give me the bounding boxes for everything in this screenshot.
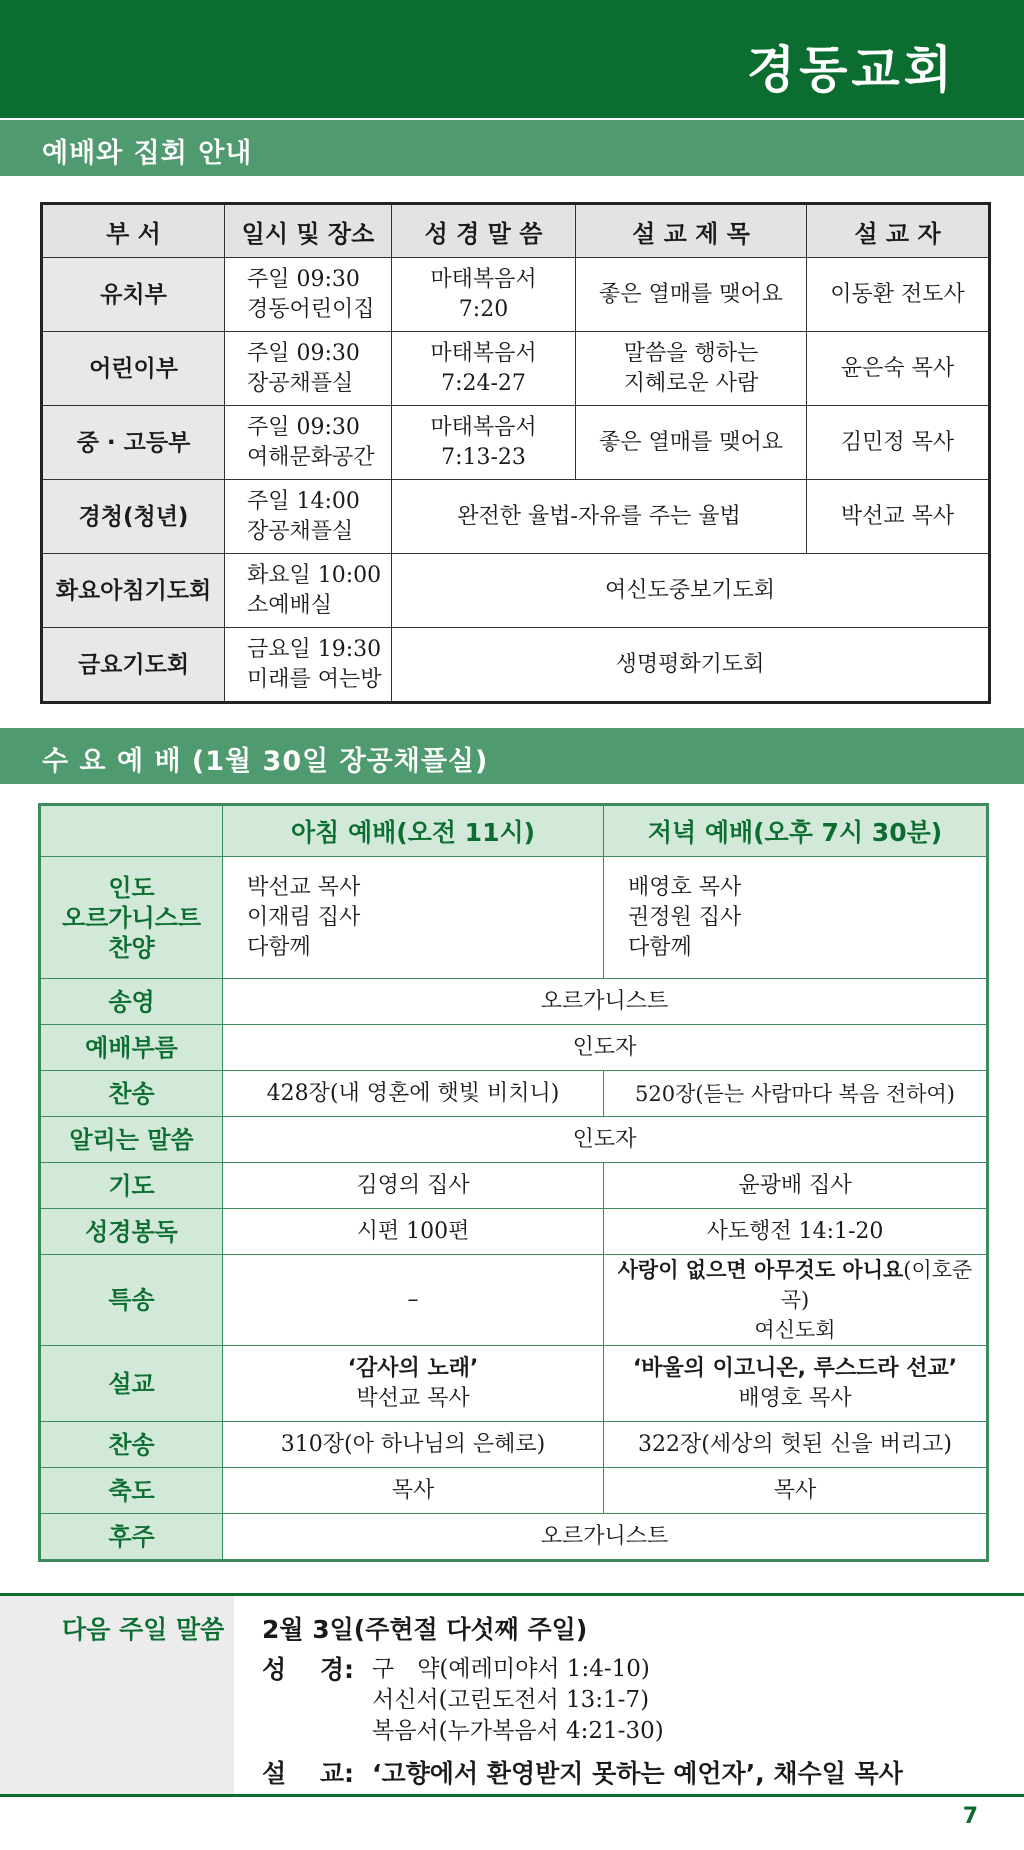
dept-cell: 화요아침기도회 [42,554,225,628]
col-header: 일시 및 장소 [225,204,392,258]
time-place-cell: 금요일 19:30 미래를 여는방 [225,628,392,703]
merged-value: 인도자 [223,1117,988,1163]
morning-value: 310장(아 하나님의 은혜로) [223,1422,604,1468]
row-label: 기도 [40,1163,223,1209]
header-bar [0,0,1024,118]
row-label: 축도 [40,1468,223,1514]
scripture-cell: 마태복음서 7:20 [392,258,576,332]
col-header: 부 서 [42,204,225,258]
row-label: 송영 [40,979,223,1025]
table-row [42,332,990,406]
row-label: 알리는 말씀 [40,1117,223,1163]
scripture-cell: 마태복음서 7:13-23 [392,406,576,480]
sermon-title-cell: 좋은 열매를 맺어요 [576,258,807,332]
time-place-cell: 주일 09:30 경동어린이집 [225,258,392,332]
table-row [40,1255,988,1346]
evening-value: 사도행전 14:1-20 [604,1209,988,1255]
merged-title-cell: 여신도중보기도회 [392,554,990,628]
row-label: 특송 [40,1255,223,1346]
time-place-cell: 주일 09:30 여해문화공간 [225,406,392,480]
divider [0,1794,1024,1797]
morning-value: 목사 [223,1468,604,1514]
corner-cell [40,805,223,857]
evening-value: 322장(세상의 헛된 신을 버리고) [604,1422,988,1468]
preacher-cell: 박선교 목사 [807,480,990,554]
scripture-line: 복음서(누가복음서 4:21-30) [372,1718,664,1744]
evening-roles: 배영호 목사 권정원 집사 다함께 [604,857,988,979]
merged-value: 오르가니스트 [223,1514,988,1561]
row-label: 설교 [40,1346,223,1422]
sermon-title-cell: 말씀을 행하는 지혜로운 사람 [576,332,807,406]
scripture-line: 서신서(고린도전서 13:1-7) [372,1687,650,1713]
table-row [40,1422,988,1468]
section-title-wednesday: 수 요 예 배 (1월 30일 장공채플실) [42,746,489,777]
morning-value: ‘감사의 노래’ 박선교 목사 [223,1346,604,1422]
table-row [40,1163,988,1209]
dept-cell: 경청(청년) [42,480,225,554]
scripture-line: 구 약(예레미야서 1:4-10) [372,1656,650,1682]
col-header: 설 교 자 [807,204,990,258]
evening-value: 윤광배 집사 [604,1163,988,1209]
table-row [40,1346,988,1422]
table-row [40,1025,988,1071]
row-label: 후주 [40,1514,223,1561]
merged-title-cell: 완전한 율법-자유를 주는 율법 [392,480,807,554]
evening-value: 목사 [604,1468,988,1514]
next-sermon: ‘고향에서 환영받지 못하는 예언자’, 채수일 목사 [372,1759,903,1788]
scripture-label: 성 경: [262,1655,355,1684]
morning-value: 김영의 집사 [223,1163,604,1209]
table-row [40,1117,988,1163]
row-label: 성경봉독 [40,1209,223,1255]
table-row [40,1209,988,1255]
morning-roles: 박선교 목사 이재림 집사 다함께 [223,857,604,979]
section-title-services: 예배와 집회 안내 [42,138,253,169]
morning-value: – [223,1255,604,1346]
dept-cell: 유치부 [42,258,225,332]
morning-value: 428장(내 영혼에 햇빛 비치니) [223,1071,604,1117]
evening-header: 저녁 예배(오후 7시 30분) [604,805,988,857]
table-row [40,1514,988,1561]
preacher-cell: 이동환 전도사 [807,258,990,332]
services-header-row [42,204,990,258]
merged-value: 인도자 [223,1025,988,1071]
time-place-cell: 주일 14:00 장공채플실 [225,480,392,554]
evening-value: 사랑이 없으면 아무것도 아니요(이호준 곡) 여신도회 [604,1255,988,1346]
morning-value: 시편 100편 [223,1209,604,1255]
table-row [40,979,988,1025]
morning-header: 아침 예배(오전 11시) [223,805,604,857]
table-row [42,406,990,480]
next-week-label: 다음 주일 말씀 [62,1615,225,1644]
table-row [42,258,990,332]
evening-value: ‘바울의 이고니온, 루스드라 선교’ 배영호 목사 [604,1346,988,1422]
row-label: 예배부름 [40,1025,223,1071]
page-number: 7 [962,1804,978,1829]
row-label: 찬송 [40,1422,223,1468]
wednesday-header-row [40,805,988,857]
preacher-cell: 김민정 목사 [807,406,990,480]
table-row [40,1468,988,1514]
dept-cell: 어린이부 [42,332,225,406]
next-week-date: 2월 3일(주현절 다섯째 주일) [262,1615,588,1644]
dept-cell: 금요기도회 [42,628,225,703]
sermon-label: 설 교: [262,1759,355,1788]
time-place-cell: 주일 09:30 장공채플실 [225,332,392,406]
table-row [42,628,990,703]
table-row [40,1071,988,1117]
dept-cell: 중 · 고등부 [42,406,225,480]
table-row [42,480,990,554]
time-place-cell: 화요일 10:00 소예배실 [225,554,392,628]
row-label: 찬송 [40,1071,223,1117]
sermon-title-cell: 좋은 열매를 맺어요 [576,406,807,480]
wednesday-service-table [38,803,989,1562]
col-header: 설 교 제 목 [576,204,807,258]
services-table [40,202,991,704]
scripture-cell: 마태복음서 7:24-27 [392,332,576,406]
col-header: 성 경 말 씀 [392,204,576,258]
table-row [42,554,990,628]
table-row [40,857,988,979]
evening-value: 520장(듣는 사람마다 복음 전하여) [604,1071,988,1117]
preacher-cell: 윤은숙 목사 [807,332,990,406]
merged-title-cell: 생명평화기도회 [392,628,990,703]
section-bar-wednesday [0,728,1024,784]
merged-value: 오르가니스트 [223,979,988,1025]
roles-label: 인도 오르가니스트 찬양 [40,857,223,979]
section-bar-services [0,120,1024,176]
church-name: 경동교회 [746,41,956,99]
